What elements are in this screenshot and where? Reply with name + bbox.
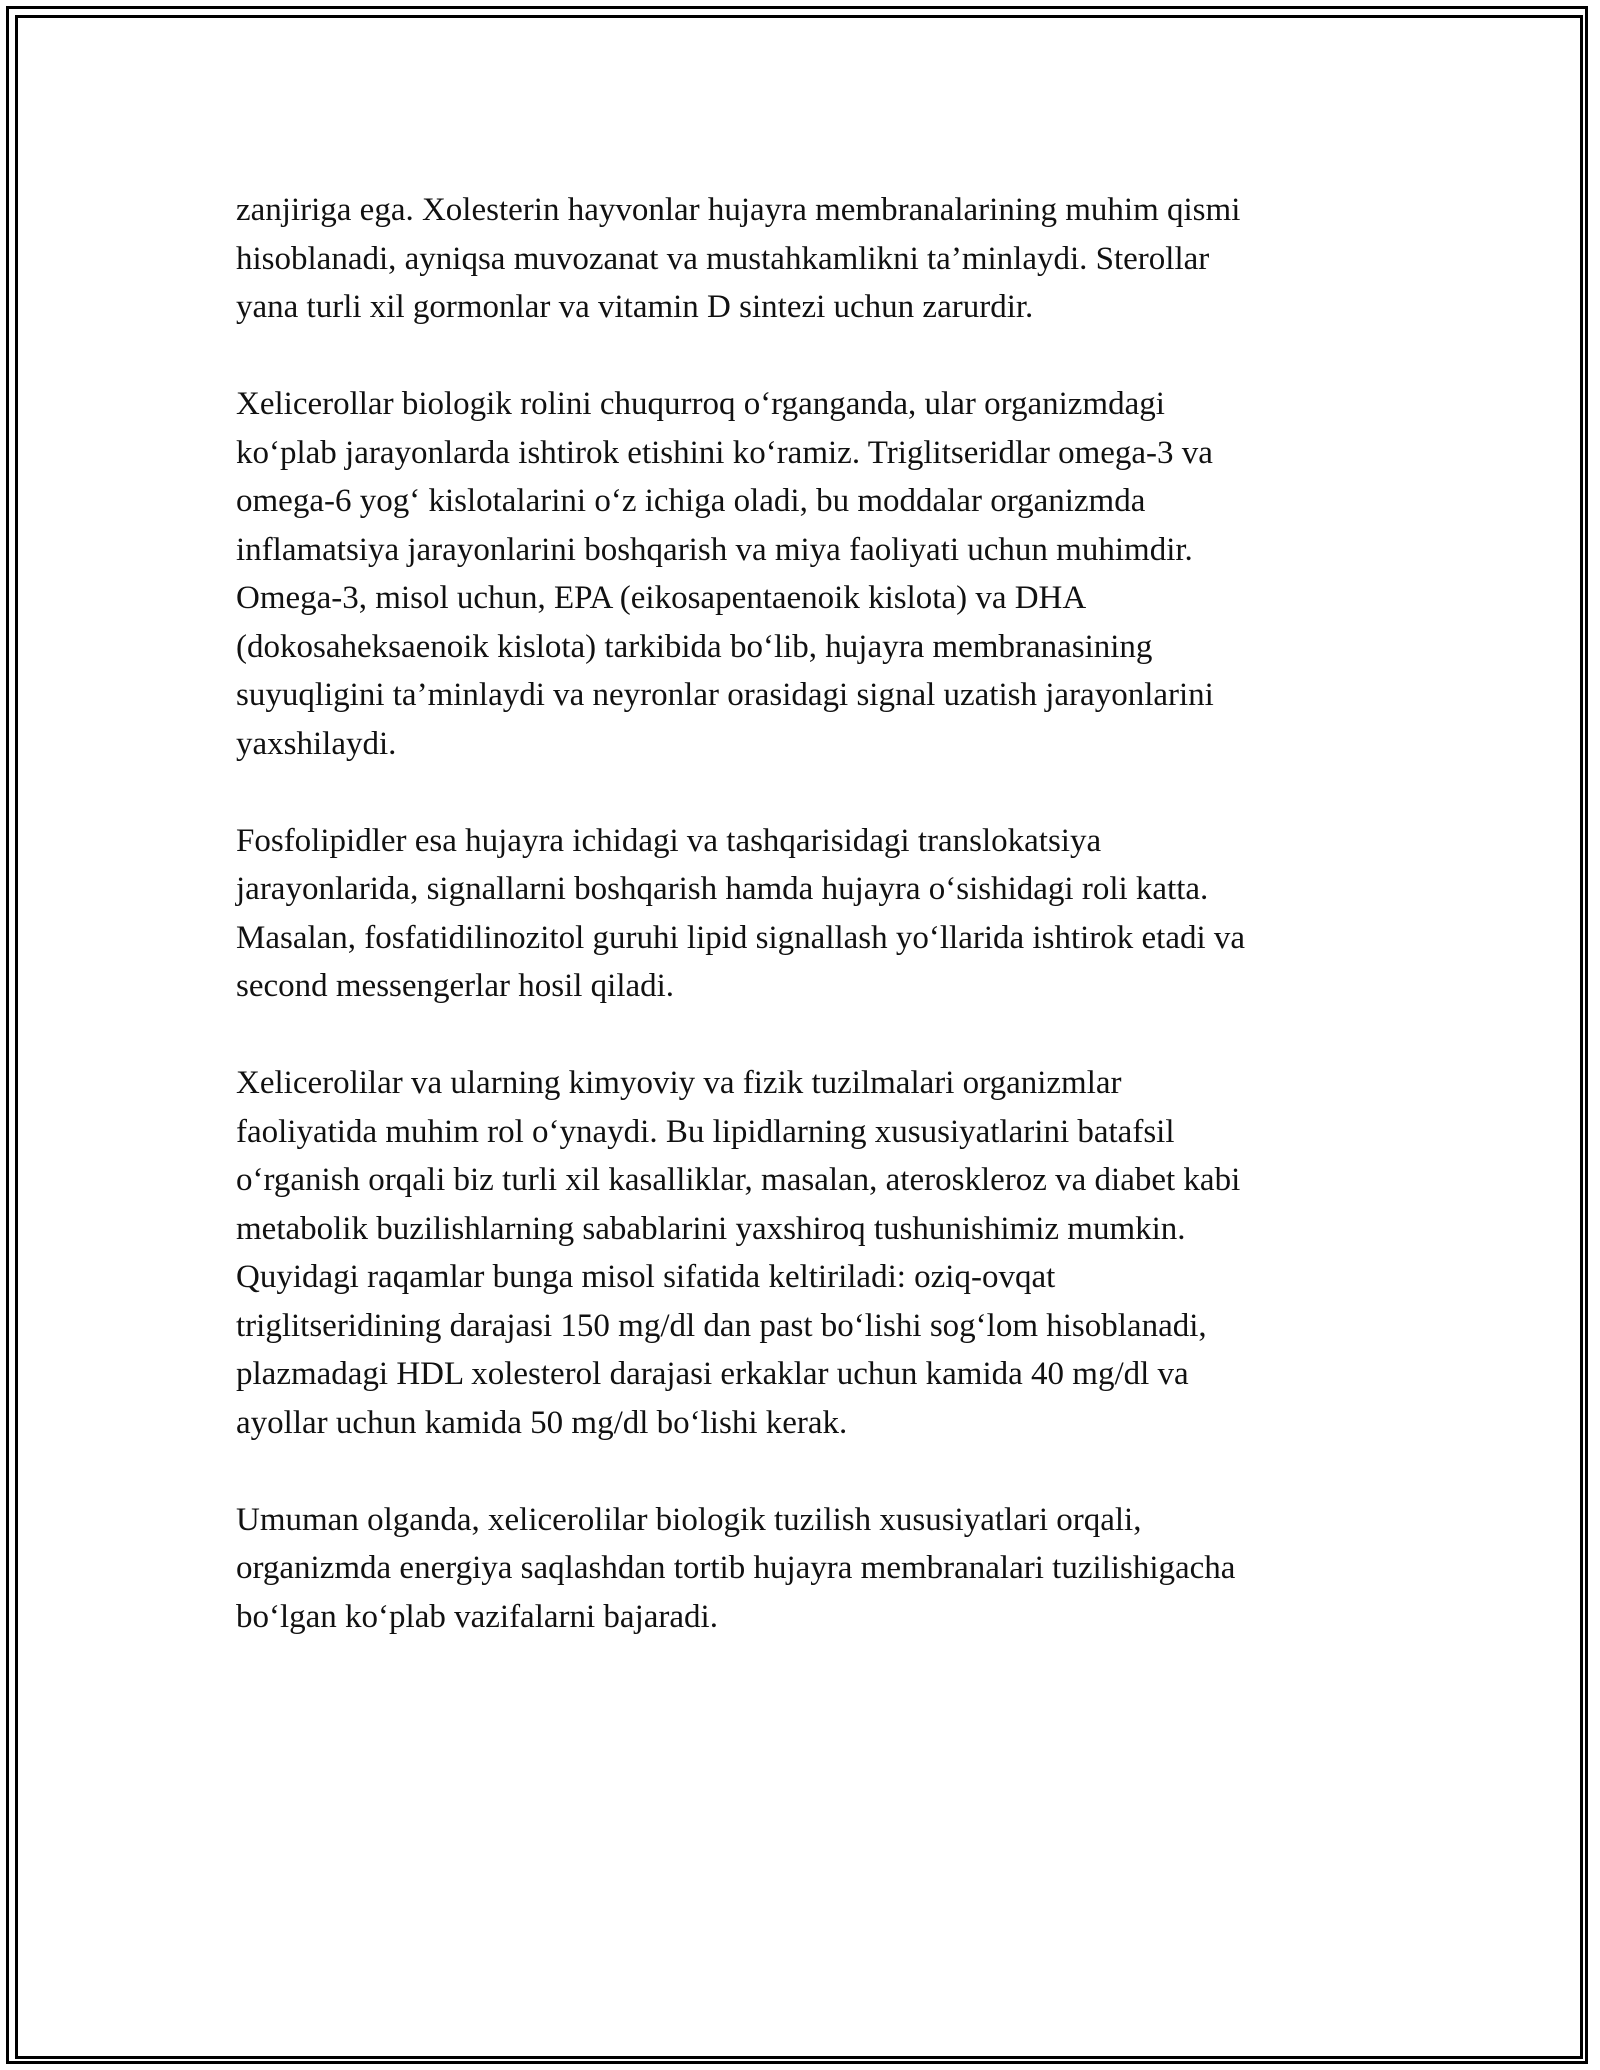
paragraph-fosfolipidler: Fosfolipidler esa hujayra ichidagi va tashqarisidagi translokatsiya jarayonlarida, signallarni boshqarish hamda hujayra o‘sishidagi roli katta. Masalan, fosfatidilinozitol guruhi lipid signallash yo‘llarida ishtirok etadi va second messengerlar hosil qiladi. — [236, 822, 1246, 1004]
document-body — [236, 186, 1376, 1690]
paragraph-biologik-rol: Xelicerollar biologik rolini chuqurroq o‘rganganda, ular organizmdagi ko‘plab jarayonlarda ishtirok etishini ko‘ramiz. Triglitseridlar omega-3 va omega-6 yog‘ kislotalarini o‘z ichiga oladi, bu moddalar organizmda inflamatsiya jarayonlarini boshqarish va miya faoliyati uchun muhimdir. Omega-3, misol uchun, EPA (eikosapentaenoik kislota) va DHA (dokosaheksaenoik kislota) tarkibida bo‘lib, hujayra membranasining suyuqligini ta’minlaydi va neyronlar orasidagi signal uzatish jarayonlarini yaxshilaydi. — [236, 386, 1214, 762]
paragraph-sterollar: zanjiriga ega. Xolesterin hayvonlar hujayra membranalarining muhim qismi hisoblanadi, ayniqsa muvozanat va mustahkamlikni ta’minlaydi. Sterollar yana turli xil gormonlar va vitamin D sintezi uchun zarurdir. — [236, 192, 1241, 325]
paragraph-xulosa: Umuman olganda, xelicerolilar biologik tuzilish xususiyatlari orqali, organizmda energiya saqlashdan tortib hujayra membranalari tuzilishigacha bo‘lgan ko‘plab vazifalarni bajaradi. — [236, 1501, 1236, 1635]
paragraph-kasalliklar: Xelicerolilar va ularning kimyoviy va fizik tuzilmalari organizmlar faoliyatida muhim rol o‘ynaydi. Bu lipidlarning xususiyatlarini batafsil o‘rganish orqali biz turli xil kasalliklar, masalan, ateroskleroz va diabet kabi metabolik buzilishlarning sabablarini yaxshiroq tushunishimiz mumkin. Quyidagi raqamlar bunga misol sifatida keltiriladi: oziq-ovqat triglitseridining darajasi 150 mg/dl dan past bo‘lishi sog‘lom hisoblanadi, plazmadagi HDL xolesterol darajasi erkaklar uchun kamida 40 mg/dl va ayollar uchun kamida 50 mg/dl bo‘lishi kerak. — [236, 1065, 1241, 1441]
